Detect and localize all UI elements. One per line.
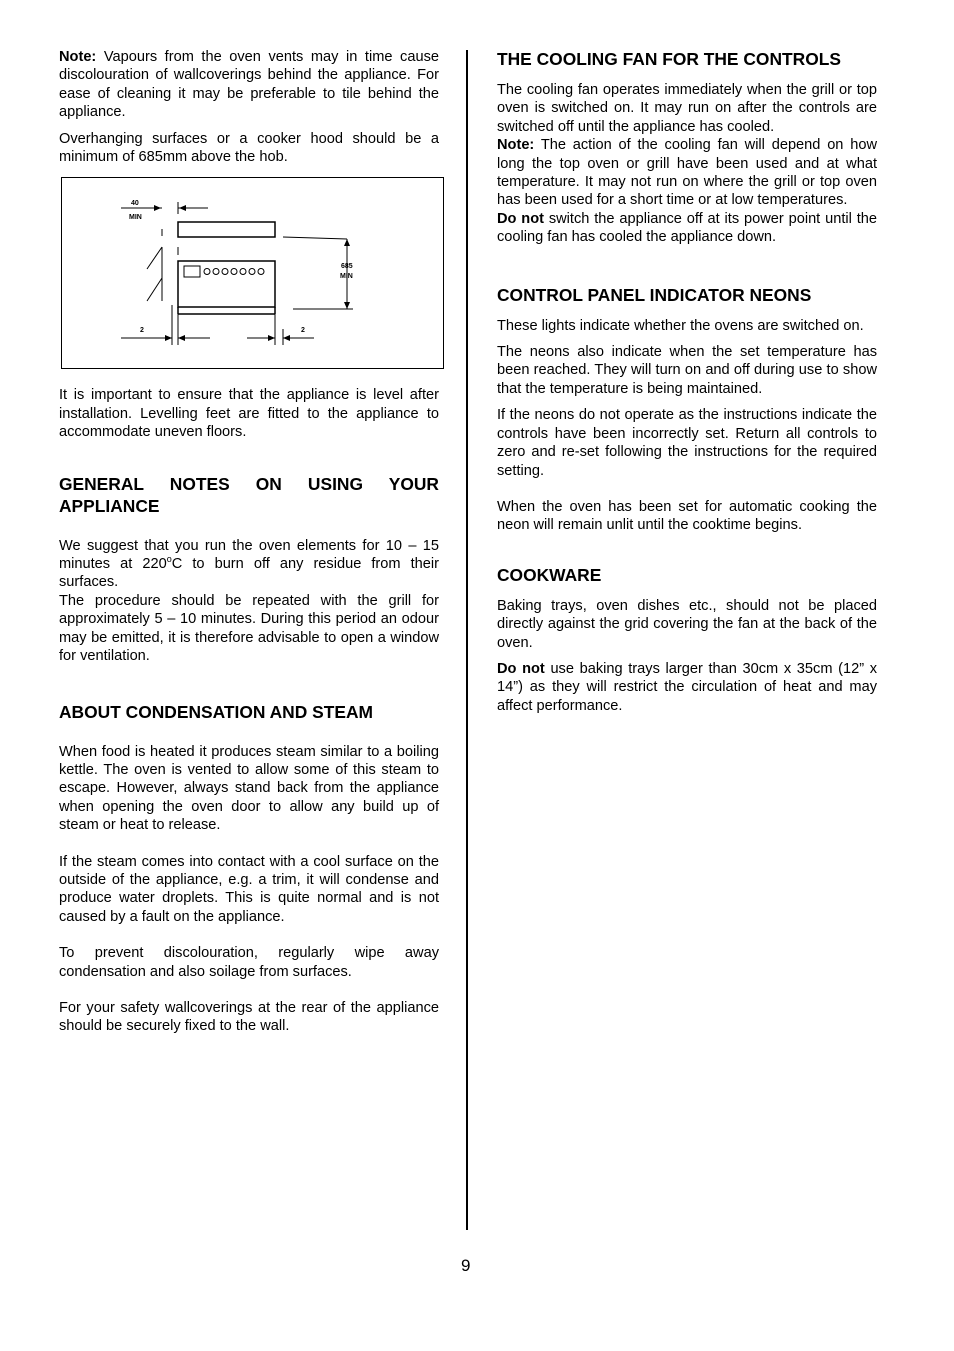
- cookware-paragraph-1: Baking trays, oven dishes etc., should not be placed directly against the grid covering the fan at the back of the oven.: [497, 597, 877, 651]
- steam-paragraph-3: To prevent discolouration, regularly wipe away condensation and also soilage from surfaces.: [59, 945, 439, 980]
- neon-paragraph-2: The neons also indicate when the set temperature has been reached. They will turn on and off during use to show that the temperature is being maintained.: [497, 344, 877, 397]
- right-column: [497, 48, 877, 715]
- steam-paragraph-4: For your safety wallcoverings at the rear of the appliance should be securely fixed to the wall.: [59, 999, 439, 1035]
- overhang-paragraph: Overhanging surfaces or a cooker hood should be a minimum of 685mm above the hob.: [59, 130, 439, 166]
- fan-note-label: Note:: [497, 137, 535, 154]
- level-paragraph: It is important to ensure that the appliance is level after installation. Levelling feet are fitted to the appliance to accommodate uneven floors.: [59, 387, 439, 441]
- condensation-heading: ABOUT CONDENSATION AND STEAM: [59, 701, 373, 722]
- steam-paragraph-1: When food is heated it produces steam similar to a boiling kettle. The oven is vented to allow some of this steam to escape. However, always stand back from the appliance when opening the oven door to allow any build up of steam or heat to release.: [59, 743, 439, 834]
- dim-left: 2: [140, 327, 144, 335]
- dim-right: 2: [301, 327, 305, 335]
- neon-paragraph-3: If the neons do not operate as the instructions indicate the controls have been incorrectly set. Return all controls to zero and re-set following the instructions for the required setting.: [497, 407, 877, 479]
- general-paragraph-2: The procedure should be repeated with the grill for approximately 5 – 10 minutes. During this period an odour may be emitted, it is therefore advisable to open a window for ventilation.: [59, 592, 439, 665]
- cooker-body: [178, 261, 275, 307]
- cookware-heading: COOKWARE: [497, 564, 602, 585]
- vapour-note: [59, 48, 439, 122]
- dim-height-value: 685: [341, 263, 353, 271]
- indicator-neons-heading: CONTROL PANEL INDICATOR NEONS: [497, 284, 812, 305]
- neon-paragraph-4: When the oven has been set for automatic cooking the neon will remain unlit until the cooktime begins.: [497, 498, 877, 534]
- fan-note: Note: The action of the cooling fan will depend on how long the top oven or grill have been used and at what temperature. It may not run on where the grill or top oven has been used for a short time or at low temperatures.: [497, 137, 877, 209]
- cooker-hood: [178, 222, 275, 237]
- cookware-warning: Do not use baking trays larger than 30cm x 35cm (12” x 14”) as they will restrict the circulation of heat and may affect performance.: [497, 660, 878, 714]
- steam-paragraph-2: If the steam comes into contact with a cool surface on the outside of the appliance, e.g. a trim, it will condense and produce water droplets. This is quite normal and is not caused by a fault on the appliance.: [59, 853, 439, 925]
- general-notes-heading: GENERAL NOTES ON USING YOUR APPLIANCE: [59, 473, 439, 516]
- neon-paragraph-1: These lights indicate whether the ovens are switched on.: [497, 317, 864, 334]
- dim-top-value: 40: [131, 200, 139, 208]
- installation-clearance-diagram: [61, 177, 444, 369]
- dim-top-unit: MIN: [129, 214, 142, 222]
- left-column: [59, 48, 439, 1036]
- page-number: 9: [461, 1256, 471, 1275]
- cooling-fan-heading: THE COOLING FAN FOR THE CONTROLS: [497, 49, 841, 69]
- note-text: Vapours from the oven vents may in time cause discolouration of wallcoverings behind the appliance. For ease of cleaning it may be preferable to tile behind the appliance.: [59, 49, 439, 121]
- fan-paragraph-1: The cooling fan operates immediately when the grill or top oven is switched on. It may run on after the controls are switched off until the appliance has cooled.: [497, 82, 877, 135]
- note-label: Note:: [59, 49, 97, 65]
- left-wall: [147, 247, 162, 269]
- dim-height-unit: MIN: [340, 273, 353, 281]
- cookware-donot-label: Do not: [497, 660, 545, 677]
- fan-donot-label: Do not: [497, 210, 544, 227]
- general-paragraph-1: We suggest that you run the oven elements for 10 – 15 minutes at 220$^o$C to burn off any residue from their surfaces.: [59, 537, 439, 591]
- control-panel-display: [184, 266, 200, 277]
- column-divider: [466, 50, 468, 1230]
- diagram-frame: [62, 178, 444, 369]
- control-knobs: [204, 269, 264, 275]
- fan-warning: Do not switch the appliance off at its power point until the cooling fan has cooled the appliance down.: [497, 210, 877, 246]
